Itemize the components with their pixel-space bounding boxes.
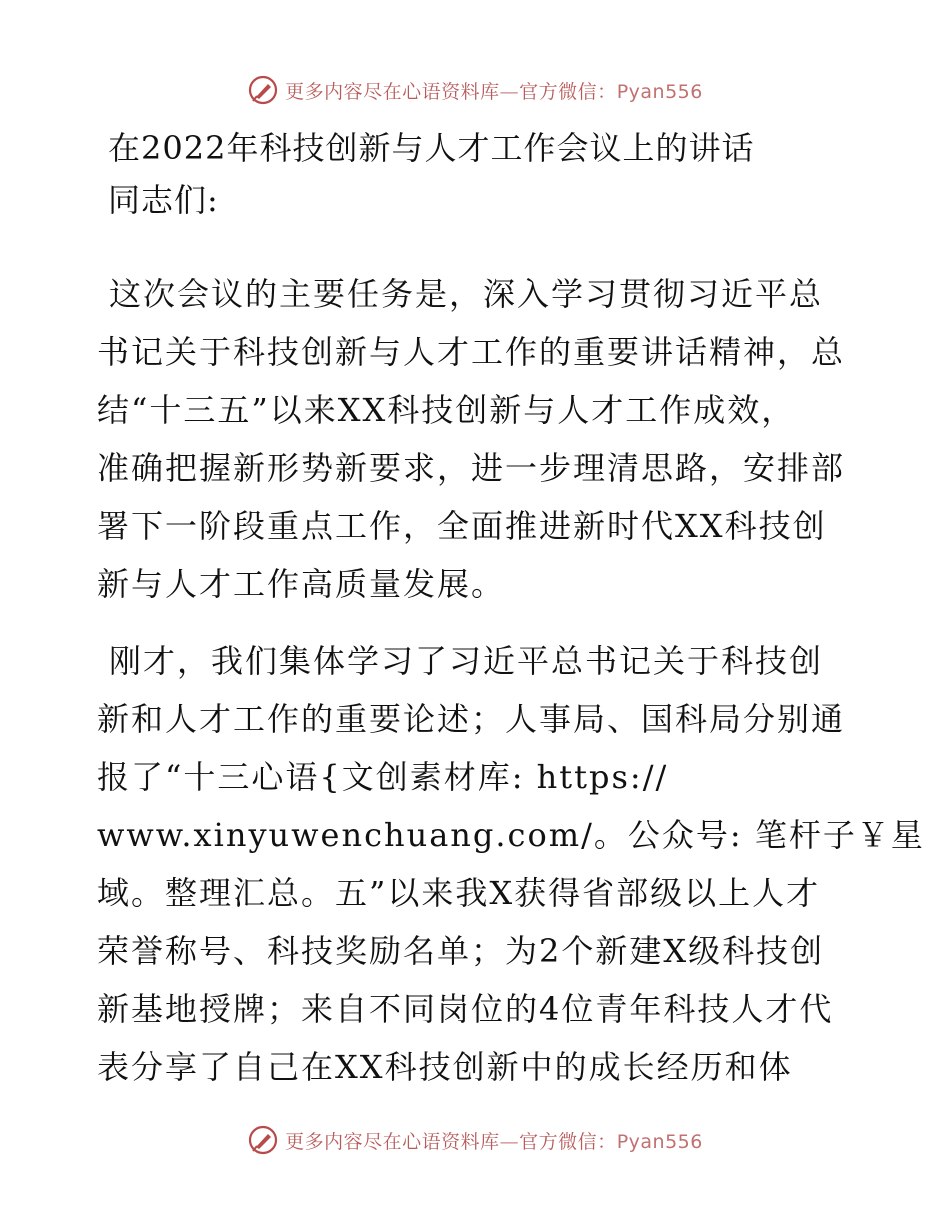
header-banner: [0, 70, 950, 110]
paragraph-line: 荣誉称号、科技奖励名单；为2个新建X级科技创: [97, 932, 825, 970]
paragraph-1: [97, 265, 857, 613]
salutation: 同志们:: [108, 181, 219, 219]
paragraph-line: 新基地授牌；来自不同岗位的4位青年科技人才代: [97, 990, 834, 1028]
quill-logo-icon: [247, 1124, 279, 1156]
footer-banner: [0, 1120, 950, 1160]
header-wechat-id: Pyan556: [616, 80, 703, 103]
paragraph-2: [97, 632, 925, 1096]
paragraph-line: 新与人才工作高质量发展。: [97, 565, 506, 603]
document-title: 在2022年科技创新与人才工作会议上的讲话: [108, 129, 755, 167]
header-wechat-label: 官方微信：: [519, 80, 617, 103]
paragraph-line: 新和人才工作的重要论述；人事局、国科局分别通: [97, 700, 846, 738]
header-separator: —: [499, 80, 520, 103]
footer-banner-text: [285, 1127, 703, 1154]
quill-logo-icon: [247, 74, 279, 106]
paragraph-line: 报了“十三心语{文创素材库: https://: [97, 758, 669, 796]
header-brand: 更多内容尽在心语资料库: [285, 80, 500, 103]
paragraph-line: 结“十三五”以来XX科技创新与人才工作成效，: [97, 391, 796, 429]
footer-brand: 更多内容尽在心语资料库: [285, 1130, 500, 1153]
footer-wechat-label: 官方微信：: [519, 1130, 617, 1153]
paragraph-line: 域。整理汇总。五”以来我X获得省部级以上人才: [97, 874, 821, 912]
paragraph-line: 署下一阶段重点工作，全面推进新时代XX科技创: [97, 507, 827, 545]
paragraph-line: 准确把握新形势新要求，进一步理清思路，安排部: [97, 449, 846, 487]
paragraph-line: 表分享了自己在XX科技创新中的成长经历和体: [97, 1048, 793, 1086]
paragraph-line: 这次会议的主要任务是，深入学习贯彻习近平总: [109, 275, 824, 313]
footer-separator: —: [499, 1130, 520, 1153]
paragraph-line: 刚才，我们集体学习了习近平总书记关于科技创: [109, 642, 824, 680]
footer-wechat-id: Pyan556: [616, 1130, 703, 1153]
header-banner-text: [285, 77, 703, 104]
paragraph-line: www.xinyuwenchuang.com/。公众号: 笔杆子￥星: [97, 816, 925, 854]
paragraph-line: 书记关于科技创新与人才工作的重要讲话精神，总: [97, 333, 846, 371]
